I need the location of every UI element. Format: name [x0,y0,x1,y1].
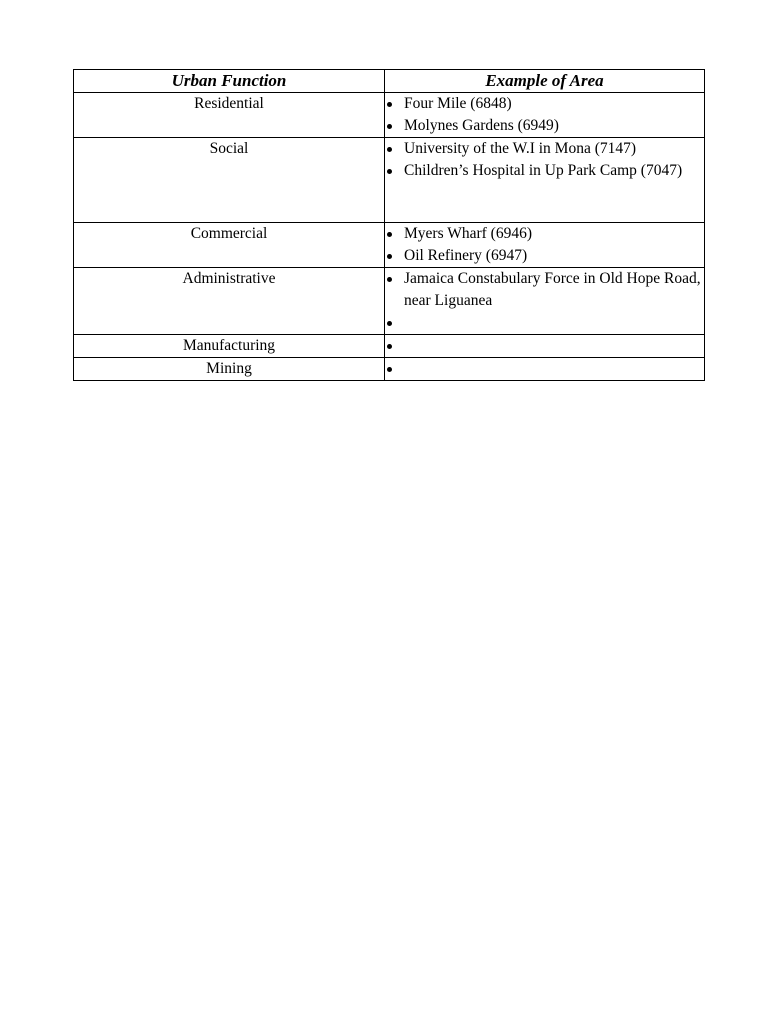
bullet-icon [387,321,392,326]
list-item [385,335,704,357]
list-item [385,115,704,137]
example-list [385,335,704,357]
example-text: Jamaica Constabulary Force in Old Hope Road, near Liguanea [404,270,701,309]
list-item [385,160,704,182]
function-cell: Residential [74,93,385,138]
example-cell [385,268,705,335]
example-cell [385,93,705,138]
example-text: Myers Wharf (6946) [404,225,532,242]
bullet-icon [387,124,392,129]
table-row [74,93,705,138]
list-item [385,93,704,115]
example-cell [385,358,705,381]
function-cell: Mining [74,358,385,381]
bullet-icon [387,147,392,152]
bullet-icon [387,254,392,259]
table-row [74,138,705,223]
table-header-row [74,70,705,93]
bullet-icon [387,232,392,237]
list-item [385,223,704,245]
example-list [385,93,704,137]
function-cell: Social [74,138,385,223]
urban-function-table [73,69,705,381]
table-row [74,223,705,268]
example-cell [385,335,705,358]
function-cell: Commercial [74,223,385,268]
bullet-icon [387,169,392,174]
example-text: Four Mile (6848) [404,95,512,112]
function-cell: Manufacturing [74,335,385,358]
function-cell: Administrative [74,268,385,335]
example-list [385,268,704,334]
bullet-icon [387,102,392,107]
example-text: Children’s Hospital in Up Park Camp (7047) [404,162,683,179]
example-list [385,223,704,267]
example-text: Oil Refinery (6947) [404,247,528,264]
header-example-of-area: Example of Area [385,70,705,93]
bullet-icon [387,277,392,282]
bullet-icon [387,344,392,349]
table-row [74,335,705,358]
example-cell [385,223,705,268]
example-text: Molynes Gardens (6949) [404,117,559,134]
example-list [385,358,704,380]
list-item [385,245,704,267]
list-item [385,138,704,160]
table-row [74,358,705,381]
header-urban-function: Urban Function [74,70,385,93]
example-text: University of the W.I in Mona (7147) [404,140,637,157]
example-list [385,138,704,182]
list-item [385,268,704,312]
table-row [74,268,705,335]
bullet-icon [387,367,392,372]
list-item [385,312,704,334]
list-item [385,358,704,380]
example-cell [385,138,705,223]
